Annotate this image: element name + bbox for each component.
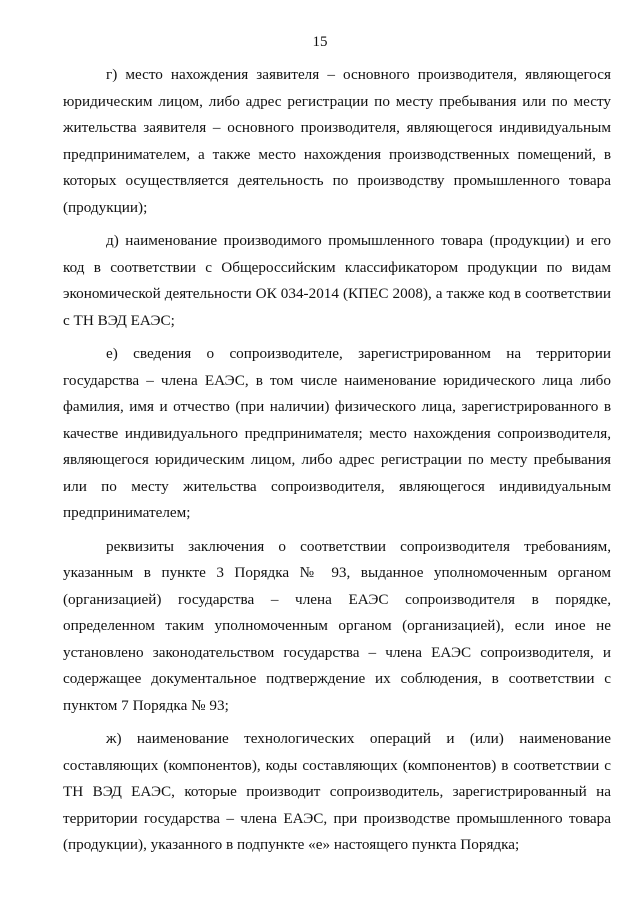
paragraph-conclusion-details: реквизиты заключения о соответствии сопроизводителя требованиям, указанным в пункте 3 Порядка № 93, выданное уполномоченным органом (организацией) государства – члена ЕАЭС сопроизводителя в порядке, определенном таким уполномоченным органом (организацией), если иное не установлено законодательством государства – члена ЕАЭС сопроизводителя, и содержащее документальное подтверждение их соблюдения, в соответствии с пунктом 7 Порядка № 93; [63,537,611,714]
paragraph-d: д) наименование производимого промышленного товара (продукции) и его код в соответствии с Общероссийским классификатором продукции по видам экономической деятельности ОК 034-2014 (КПЕС 2008), а также код в соответствии с ТН ВЭД ЕАЭС; [63,232,611,329]
page-number: 15 [312,34,328,50]
paragraph-e: е) сведения о сопроизводителе, зарегистрированном на территории государства – члена ЕАЭС, в том числе наименование юридического лица либо фамилия, имя и отчество (при наличии) физического лица, зарегистрированного в качестве индивидуального предпринимателя; место нахождения сопроизводителя, являющегося юридическим лицом, либо адрес регистрации по месту пребывания или по месту жительства сопроизводителя, являющегося индивидуальным предпринимателем; [63,345,611,521]
paragraph-g: г) место нахождения заявителя – основного производителя, являющегося юридическим лицом, либо адрес регистрации по месту пребывания или по месту жительства заявителя – основного производителя, являющегося индивидуальным предпринимателем, а также место нахождения производственных помещений, в которых осуществляется деятельность по производству промышленного товара (продукции); [63,66,611,216]
document-body [63,62,611,866]
paragraph-zh: ж) наименование технологических операций и (или) наименование составляющих (компонентов), коды составляющих (компонентов) в соответствии с ТН ВЭД ЕАЭС, которые производит сопроизводитель, зарегистрированный на территории государства – члена ЕАЭС, при производстве промышленного товара (продукции), указанного в подпункте «е» настоящего пункта Порядка; [63,730,611,853]
